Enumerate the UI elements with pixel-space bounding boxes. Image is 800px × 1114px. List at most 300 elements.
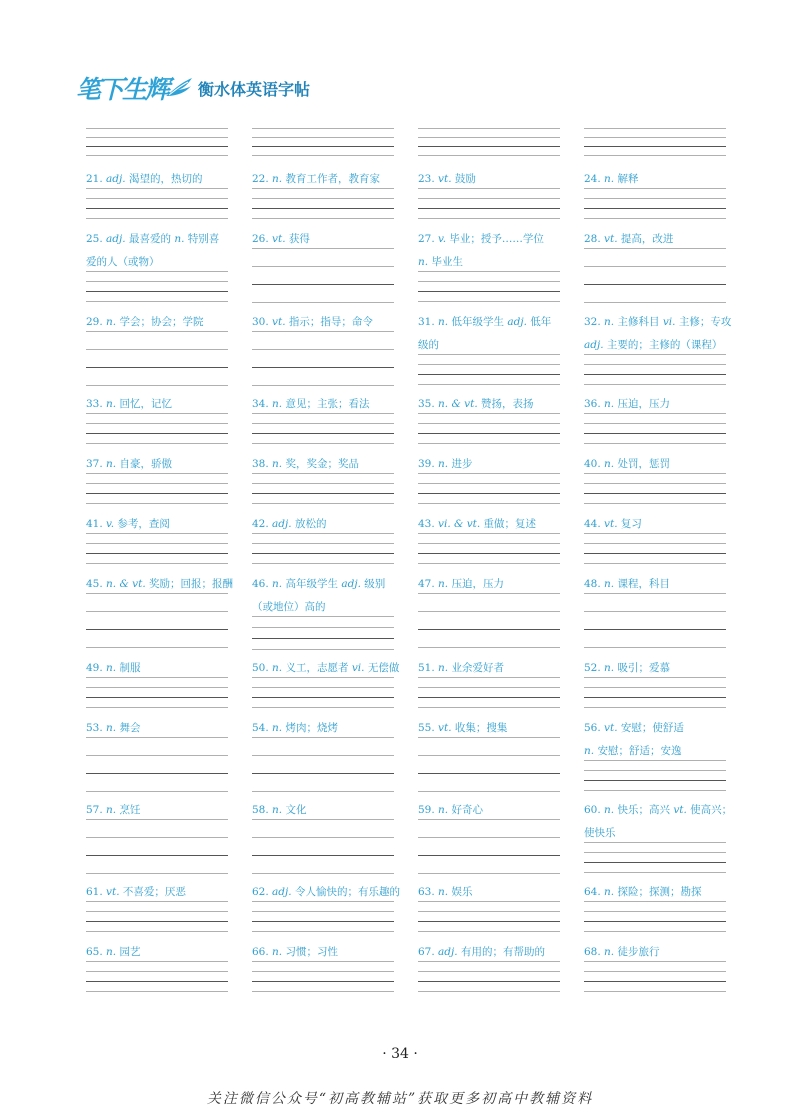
definition-text: 获得 — [285, 233, 310, 245]
writing-line — [584, 862, 726, 863]
writing-line — [252, 911, 394, 912]
writing-line — [86, 611, 228, 612]
writing-line — [252, 443, 394, 444]
writing-line — [86, 433, 228, 434]
writing-line — [584, 961, 726, 962]
definition-text: 低年级学生 — [448, 316, 508, 328]
definition-text: 主修科目 — [614, 316, 663, 328]
entry-number: 25. — [86, 233, 107, 245]
part-of-speech: n. — [438, 458, 449, 470]
definition-text: 课程，科目 — [614, 578, 670, 590]
entry-number: 56. — [584, 722, 605, 734]
entry-number: 63. — [418, 886, 439, 898]
writing-line — [252, 855, 394, 856]
entry-number: 38. — [252, 458, 273, 470]
writing-line — [86, 543, 228, 544]
definition-text: 奖，奖金；奖品 — [282, 458, 359, 470]
writing-line — [584, 374, 726, 375]
writing-line — [86, 423, 228, 424]
vocab-entry — [252, 573, 385, 619]
writing-line — [418, 855, 560, 856]
writing-line — [86, 367, 228, 368]
definition-text: 收集；搜集 — [451, 722, 508, 734]
writing-line — [86, 473, 228, 474]
part-of-speech: n. — [272, 722, 283, 734]
part-of-speech: n. — [106, 398, 117, 410]
writing-line — [418, 483, 560, 484]
entry-line — [252, 573, 385, 596]
writing-line — [252, 921, 394, 922]
writing-line — [252, 349, 394, 350]
writing-line — [86, 413, 228, 414]
entry-number: 66. — [252, 946, 273, 958]
part-of-speech: n. — [272, 173, 283, 185]
definition-text: 教育工作者，教育家 — [282, 173, 380, 185]
writing-line — [252, 533, 394, 534]
definition-text: 主要的；主修的（课程） — [603, 339, 723, 351]
vocab-entry — [584, 717, 684, 763]
writing-line — [584, 128, 726, 129]
part-of-speech: adj. — [272, 886, 292, 898]
definition-text: 爱的人（或物） — [86, 256, 160, 268]
writing-line — [584, 697, 726, 698]
entry-number: 49. — [86, 662, 107, 674]
part-of-speech: n. — [438, 804, 449, 816]
entry-number: 34. — [252, 398, 273, 410]
entry-number: 50. — [252, 662, 273, 674]
writing-line — [418, 697, 560, 698]
writing-line — [252, 302, 394, 303]
writing-line — [252, 218, 394, 219]
writing-line — [584, 901, 726, 902]
definition-text: 回忆，记忆 — [116, 398, 172, 410]
definition-text: 赞扬，表扬 — [477, 398, 534, 410]
definition-text: 进步 — [448, 458, 473, 470]
writing-line — [584, 852, 726, 853]
writing-line — [252, 981, 394, 982]
definition-text: 安慰；舒适；安逸 — [594, 745, 682, 757]
writing-line — [86, 791, 228, 792]
writing-line — [86, 349, 228, 350]
writing-line — [86, 697, 228, 698]
writing-line — [584, 971, 726, 972]
entry-number: 23. — [418, 173, 439, 185]
writing-line — [86, 553, 228, 554]
entry-number: 58. — [252, 804, 273, 816]
definition-text: 毕业；授予……学位 — [446, 233, 544, 245]
part-of-speech: vt. — [438, 173, 452, 185]
writing-line — [418, 128, 560, 129]
writing-line — [252, 503, 394, 504]
writing-line — [252, 638, 394, 639]
writing-line — [418, 553, 560, 554]
entry-number: 57. — [86, 804, 107, 816]
writing-line — [86, 687, 228, 688]
writing-line — [418, 354, 560, 355]
writing-line — [252, 616, 394, 617]
writing-line — [86, 533, 228, 534]
writing-line — [418, 921, 560, 922]
writing-line — [252, 697, 394, 698]
entry-number: 43. — [418, 518, 439, 530]
writing-line — [418, 931, 560, 932]
writing-line — [418, 155, 560, 156]
writing-line — [584, 687, 726, 688]
writing-line — [86, 961, 228, 962]
entry-number: 46. — [252, 578, 273, 590]
writing-line — [86, 291, 228, 292]
definition-text: 吸引；爱慕 — [614, 662, 670, 674]
entry-number: 24. — [584, 173, 605, 185]
definition-text: 园艺 — [116, 946, 141, 958]
entry-number: 52. — [584, 662, 605, 674]
writing-line — [418, 533, 560, 534]
entry-number: 61. — [86, 886, 107, 898]
writing-line — [418, 137, 560, 138]
writing-line — [252, 248, 394, 249]
part-of-speech: n. — [272, 398, 283, 410]
vocab-entry — [584, 311, 731, 357]
writing-line — [252, 146, 394, 147]
writing-line — [252, 707, 394, 708]
part-of-speech: adj. — [106, 233, 126, 245]
entry-number: 62. — [252, 886, 273, 898]
writing-line — [86, 271, 228, 272]
part-of-speech: n. — [604, 398, 615, 410]
writing-line — [584, 493, 726, 494]
entry-number: 67. — [418, 946, 439, 958]
part-of-speech: vt. — [272, 233, 286, 245]
writing-line — [252, 433, 394, 434]
writing-line — [252, 473, 394, 474]
writing-line — [86, 208, 228, 209]
part-of-speech: n. — [106, 946, 117, 958]
definition-text: 重做；复述 — [480, 518, 537, 530]
writing-line — [418, 901, 560, 902]
definition-text: 毕业生 — [428, 256, 463, 268]
part-of-speech: n. — [604, 578, 615, 590]
writing-line — [252, 493, 394, 494]
entry-line — [584, 799, 732, 822]
definition-text: （或地位）高的 — [252, 601, 326, 613]
part-of-speech: n. — [106, 316, 117, 328]
definition-text: 义工，志愿者 — [282, 662, 352, 674]
entry-line — [86, 228, 219, 251]
part-of-speech: n. — [272, 804, 283, 816]
part-of-speech: n. — [604, 316, 615, 328]
writing-line — [418, 737, 560, 738]
writing-line — [584, 677, 726, 678]
part-of-speech: n. — [604, 886, 615, 898]
entry-number: 65. — [86, 946, 107, 958]
writing-line — [584, 780, 726, 781]
writing-line — [252, 208, 394, 209]
entry-line — [584, 717, 684, 740]
writing-line — [86, 819, 228, 820]
entry-number: 51. — [418, 662, 439, 674]
writing-line — [584, 991, 726, 992]
writing-line — [418, 819, 560, 820]
part-of-speech: n. — [584, 745, 595, 757]
definition-text: 令人愉快的；有乐趣的 — [291, 886, 400, 898]
part-of-speech: n. — [604, 458, 615, 470]
writing-line — [86, 593, 228, 594]
writing-line — [584, 563, 726, 564]
definition-text: 压迫，压力 — [614, 398, 670, 410]
writing-line — [584, 629, 726, 630]
writing-line — [252, 188, 394, 189]
definition-text: 奖励；回报；报酬 — [145, 578, 234, 590]
definition-text: 级的 — [418, 339, 439, 351]
entry-number: 31. — [418, 316, 439, 328]
part-of-speech: vi. — [351, 662, 365, 674]
entry-number: 53. — [86, 722, 107, 734]
writing-line — [418, 384, 560, 385]
footer-note: 关注微信公众号“初高教辅站”获取更多初高中教辅资料 — [206, 1091, 594, 1107]
writing-line — [584, 473, 726, 474]
writing-line — [584, 707, 726, 708]
writing-line — [86, 981, 228, 982]
definition-text: 烤肉；烧烤 — [282, 722, 338, 734]
part-of-speech: n. — [106, 458, 117, 470]
part-of-speech: n. — [272, 662, 283, 674]
writing-line — [418, 611, 560, 612]
writing-line — [252, 563, 394, 564]
entry-number: 47. — [418, 578, 439, 590]
writing-line — [584, 423, 726, 424]
part-of-speech: adj. — [341, 578, 361, 590]
writing-line — [584, 543, 726, 544]
part-of-speech: n. — [174, 233, 185, 245]
writing-line — [86, 629, 228, 630]
writing-line — [584, 433, 726, 434]
entry-number: 55. — [418, 722, 439, 734]
writing-line — [584, 302, 726, 303]
writing-line — [86, 677, 228, 678]
writing-line — [584, 553, 726, 554]
writing-line — [252, 155, 394, 156]
writing-line — [418, 911, 560, 912]
writing-line — [86, 198, 228, 199]
writing-line — [252, 677, 394, 678]
writing-line — [584, 770, 726, 771]
part-of-speech: vt. — [604, 233, 618, 245]
definition-text: 级别 — [360, 578, 386, 590]
definition-text: 安慰；使舒适 — [617, 722, 684, 734]
definition-text: 指示；指导；命令 — [285, 316, 373, 328]
writing-line — [418, 364, 560, 365]
writing-line — [86, 855, 228, 856]
part-of-speech: n. — [418, 256, 429, 268]
writing-line — [252, 737, 394, 738]
definition-text: 鼓励 — [451, 173, 476, 185]
header-title: 衡水体英语字帖 — [198, 79, 311, 99]
writing-line — [418, 707, 560, 708]
writing-line — [252, 137, 394, 138]
writing-line — [86, 647, 228, 648]
entry-line — [584, 311, 731, 334]
writing-line — [418, 971, 560, 972]
part-of-speech: vt. — [604, 518, 618, 530]
definition-text: 业余爱好者 — [448, 662, 504, 674]
part-of-speech: v. — [438, 233, 447, 245]
entry-line — [418, 228, 544, 251]
writing-line — [584, 155, 726, 156]
part-of-speech: vi. — [662, 316, 676, 328]
entry-number: 30. — [252, 316, 273, 328]
entry-number: 44. — [584, 518, 605, 530]
part-of-speech: vi. & vt. — [438, 518, 481, 530]
writing-line — [418, 281, 560, 282]
writing-line — [584, 760, 726, 761]
writing-line — [252, 367, 394, 368]
writing-line — [418, 423, 560, 424]
writing-line — [86, 443, 228, 444]
part-of-speech: v. — [106, 518, 115, 530]
part-of-speech: vt. — [106, 886, 120, 898]
entry-line — [418, 311, 551, 334]
entry-number: 68. — [584, 946, 605, 958]
entry-number: 26. — [252, 233, 273, 245]
writing-line — [584, 790, 726, 791]
writing-line — [86, 971, 228, 972]
writing-line — [418, 791, 560, 792]
part-of-speech: n. — [604, 946, 615, 958]
entry-number: 21. — [86, 173, 107, 185]
definition-text: 文化 — [282, 804, 307, 816]
definition-text: 提高，改进 — [617, 233, 674, 245]
part-of-speech: n. & vt. — [438, 398, 478, 410]
writing-line — [252, 128, 394, 129]
vocab-entry — [86, 228, 219, 274]
writing-line — [584, 647, 726, 648]
writing-line — [418, 677, 560, 678]
entry-number: 60. — [584, 804, 605, 816]
definition-text: 徒步旅行 — [614, 946, 660, 958]
writing-line — [418, 271, 560, 272]
writing-line — [584, 384, 726, 385]
writing-line — [86, 493, 228, 494]
entry-number: 32. — [584, 316, 605, 328]
writing-line — [86, 837, 228, 838]
part-of-speech: vt. — [438, 722, 452, 734]
writing-line — [252, 819, 394, 820]
part-of-speech: n. — [106, 662, 117, 674]
definition-text: 意见；主张；看法 — [282, 398, 370, 410]
definition-text: 主修；专攻 — [675, 316, 732, 328]
writing-line — [86, 563, 228, 564]
definition-text: 快乐；高兴 — [614, 804, 674, 816]
writing-line — [86, 483, 228, 484]
entry-number: 64. — [584, 886, 605, 898]
writing-line — [584, 921, 726, 922]
writing-line — [418, 473, 560, 474]
part-of-speech: n. — [272, 458, 283, 470]
definition-text: 处罚，惩罚 — [614, 458, 670, 470]
writing-line — [252, 423, 394, 424]
writing-line — [584, 188, 726, 189]
writing-line — [584, 931, 726, 932]
definition-text: 特别喜 — [184, 233, 220, 245]
writing-line — [418, 146, 560, 147]
writing-line — [252, 649, 394, 650]
writing-line — [584, 137, 726, 138]
writing-line — [86, 188, 228, 189]
writing-line — [584, 354, 726, 355]
writing-line — [418, 301, 560, 302]
part-of-speech: n. — [106, 722, 117, 734]
definition-text: 自豪，骄傲 — [116, 458, 172, 470]
writing-line — [86, 155, 228, 156]
writing-line — [584, 842, 726, 843]
vocab-entry — [418, 311, 551, 357]
part-of-speech: n. — [604, 173, 615, 185]
writing-line — [418, 773, 560, 774]
entry-number: 33. — [86, 398, 107, 410]
vocab-entry — [584, 799, 732, 845]
entry-number: 22. — [252, 173, 273, 185]
writing-line — [418, 647, 560, 648]
part-of-speech: adj. — [438, 946, 458, 958]
definition-text: 习惯；习性 — [282, 946, 338, 958]
writing-line — [252, 971, 394, 972]
writing-line — [584, 198, 726, 199]
writing-line — [418, 443, 560, 444]
entry-number: 29. — [86, 316, 107, 328]
writing-line — [418, 291, 560, 292]
writing-line — [418, 374, 560, 375]
writing-line — [86, 773, 228, 774]
part-of-speech: vt. — [604, 722, 618, 734]
part-of-speech: n. & vt. — [106, 578, 146, 590]
entry-number: 36. — [584, 398, 605, 410]
writing-line — [86, 301, 228, 302]
definition-text: 烹饪 — [116, 804, 141, 816]
definition-text: 最喜爱的 — [125, 233, 175, 245]
definition-text: 复习 — [617, 518, 642, 530]
writing-line — [584, 266, 726, 267]
writing-line — [418, 188, 560, 189]
part-of-speech: adj. — [584, 339, 604, 351]
entry-number: 59. — [418, 804, 439, 816]
writing-line — [86, 873, 228, 874]
definition-text: 解释 — [614, 173, 639, 185]
writing-line — [252, 627, 394, 628]
part-of-speech: vt. — [673, 804, 687, 816]
writing-line — [584, 208, 726, 209]
writing-line — [252, 198, 394, 199]
writing-line — [418, 593, 560, 594]
writing-line — [252, 331, 394, 332]
writing-line — [86, 911, 228, 912]
definition-text: 不喜爱；厌恶 — [119, 886, 186, 898]
definition-text: 低年 — [526, 316, 552, 328]
writing-line — [252, 755, 394, 756]
writing-line — [584, 503, 726, 504]
writing-line — [584, 911, 726, 912]
writing-line — [86, 921, 228, 922]
definition-text: 高年级学生 — [282, 578, 342, 590]
definition-text: 无偿做 — [364, 662, 400, 674]
entry-number: 35. — [418, 398, 439, 410]
writing-line — [86, 991, 228, 992]
part-of-speech: n. — [438, 662, 449, 674]
writing-line — [584, 146, 726, 147]
part-of-speech: n. — [272, 946, 283, 958]
logo-text: 笔下生辉 — [76, 75, 169, 104]
entry-number: 40. — [584, 458, 605, 470]
definition-text: 探险；探测；勘探 — [614, 886, 702, 898]
